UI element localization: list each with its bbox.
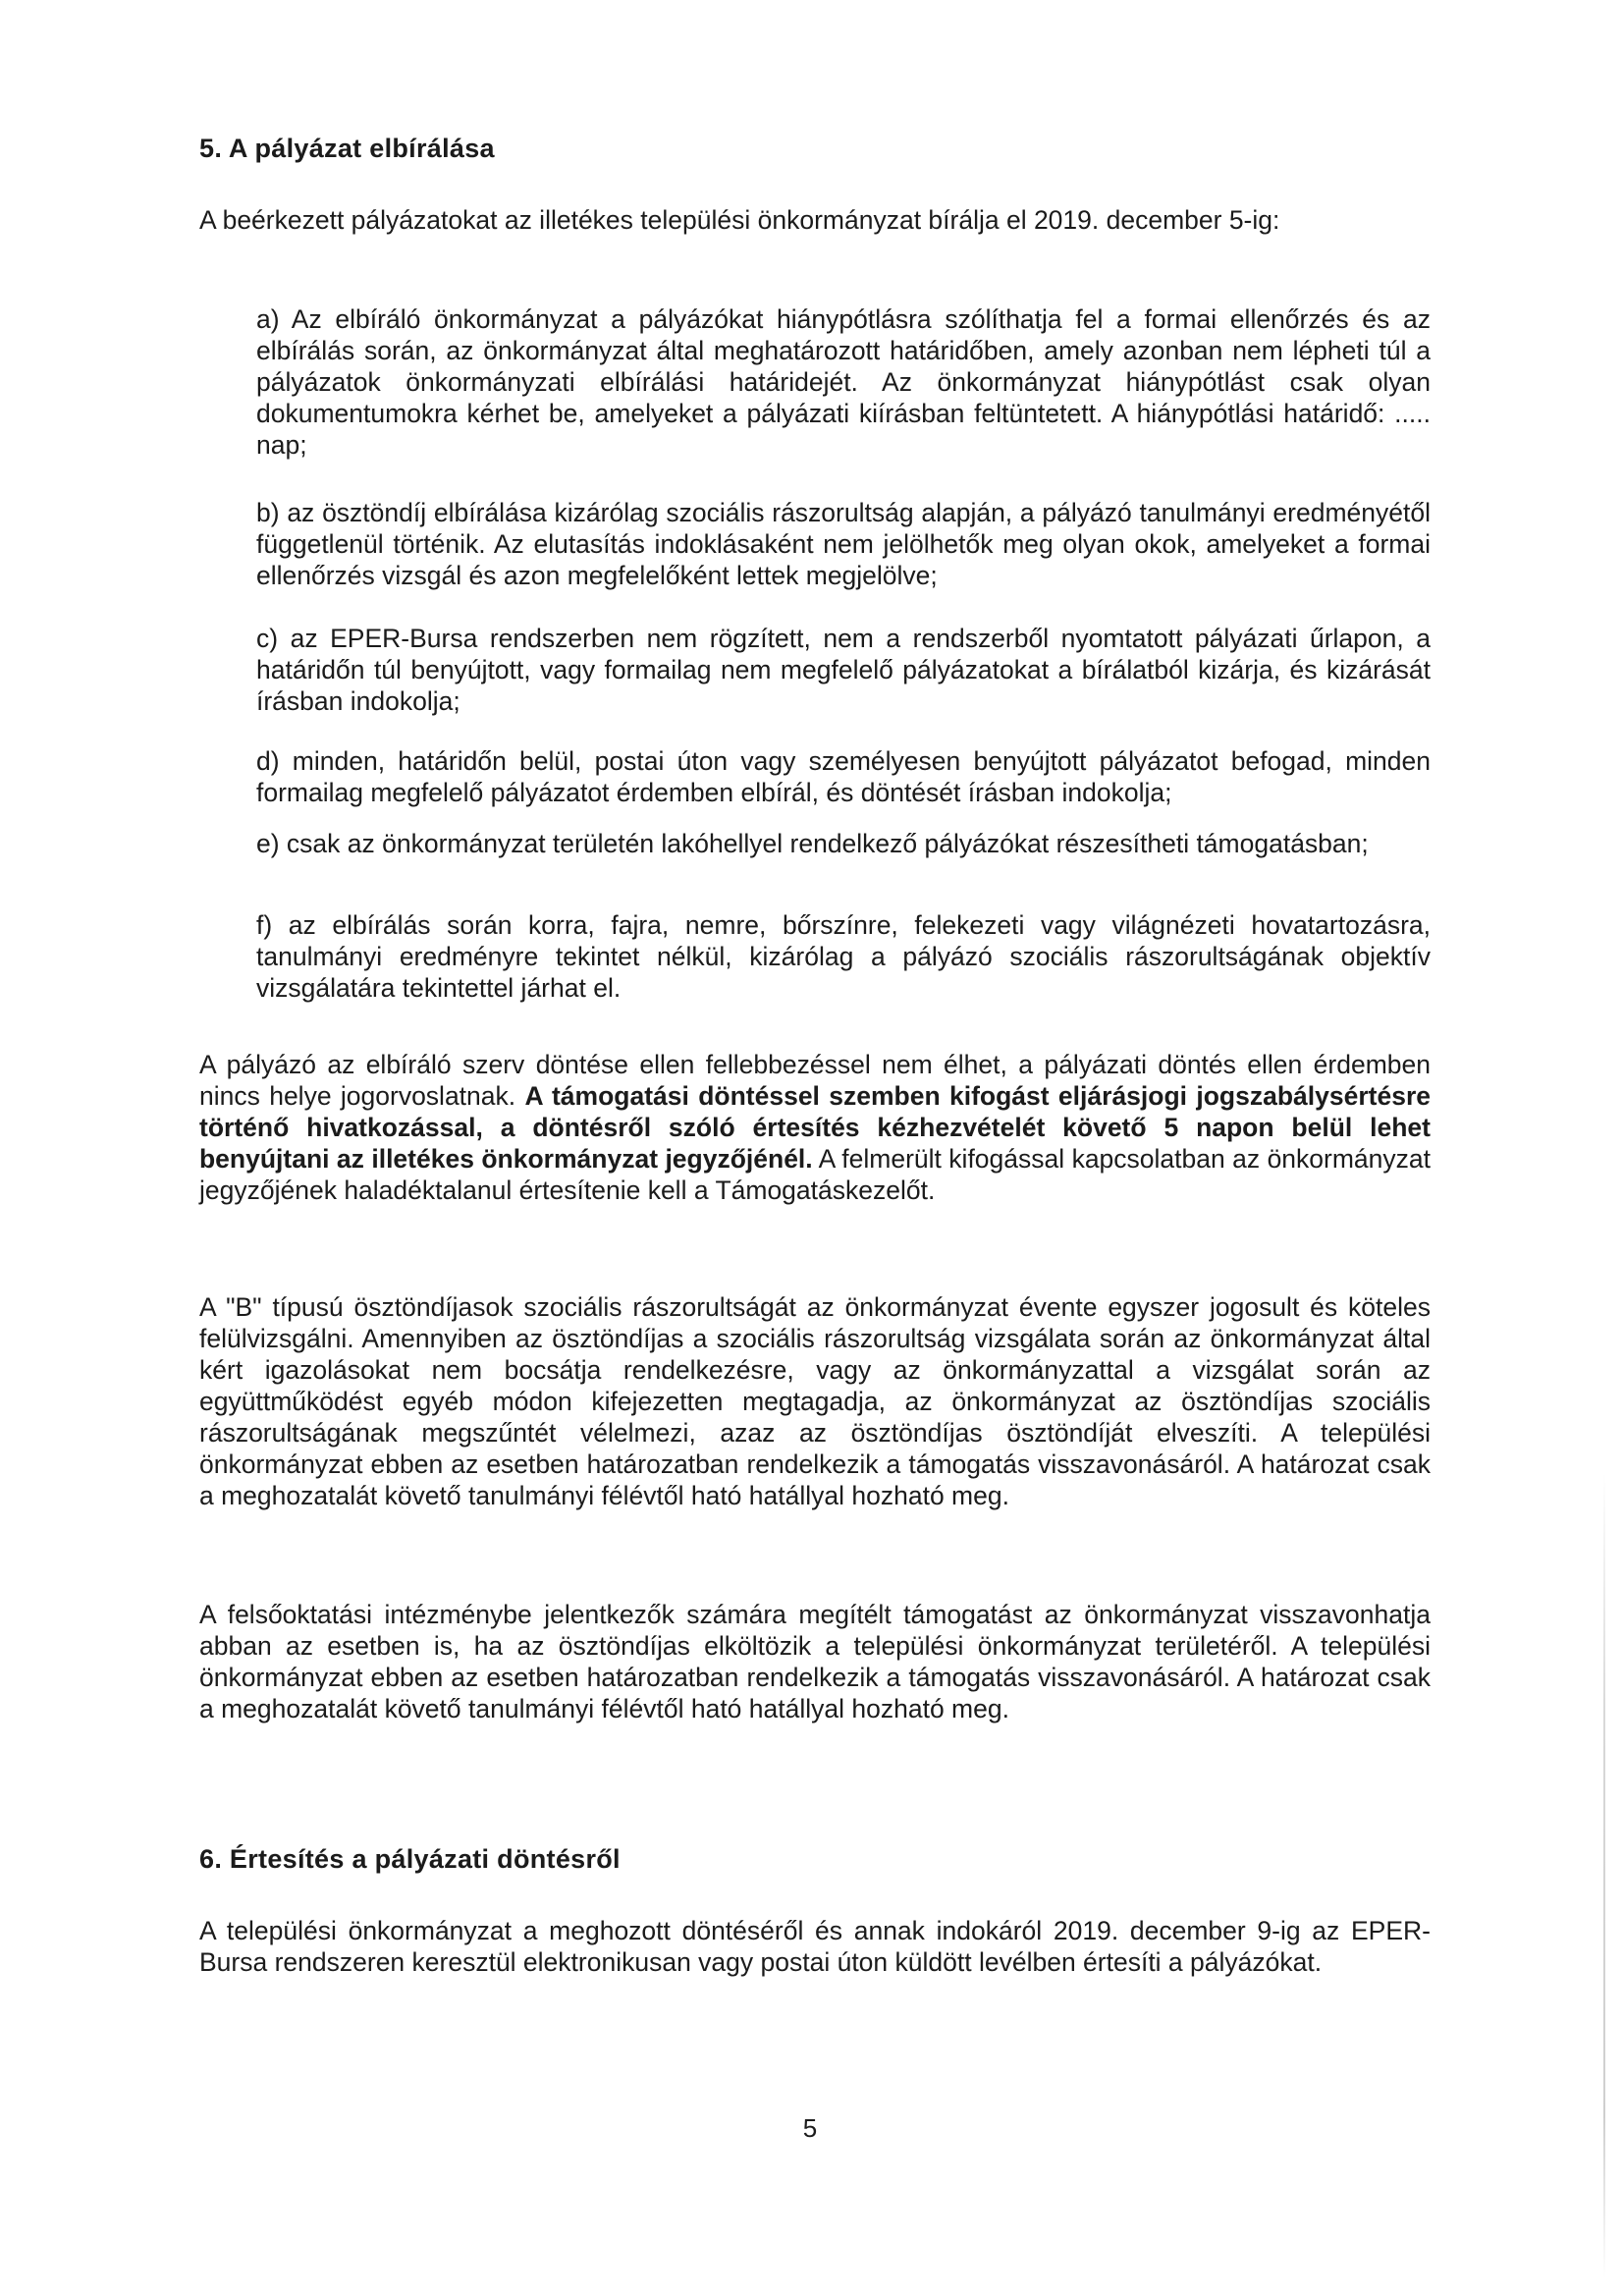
type-b-paragraph: A "B" típusú ösztöndíjasok szociális rászorultságát az önkormányzat évente egyszer jogosult és köteles felülvizsgálni. Amennyiben az ösztöndíjas a szociális rászorultság vizsgálata során az önkormányzat által kért igazolásokat nem bocsátja rendelkezésre, vagy az önkormányzattal a vizsgálat során az együttműködést egyéb módon kifejezetten megtagadja, az önkormányzat az ösztöndíjas szociális rászorultságának megszűntét vélelmezi, azaz az ösztöndíjas ösztöndíját elveszíti. A települési önkormányzat ebben az esetben határozatban rendelkezik a támogatás visszavonásáról. A határozat csak a meghozatalát követő tanulmányi félévtől ható hatállyal hozható meg. [199, 1292, 1431, 1510]
page-number: 5 [802, 2113, 818, 2143]
item-e: e) csak az önkormányzat területén lakóhellyel rendelkező pályázókat részesítheti támogatásban; [256, 829, 1369, 858]
appeal-start-text: A pályázó az elbíráló szerv döntése ellen fellebbezéssel nem élhet, a pályázati döntés ellen érdemben nincs helye jogorvoslatnak. [199, 1050, 1431, 1111]
section-6-body: A települési önkormányzat a meghozott döntéséről és annak indokáról 2019. december 9-ig az EPER-Bursa rendszeren keresztül elektronikusan vagy postai úton küldött levélben értesíti a pályázókat. [199, 1916, 1431, 1977]
section-5-heading: 5. A pályázat elbírálása [199, 134, 495, 163]
scan-edge-shadow [1603, 1473, 1605, 2278]
section-5-intro: A beérkezett pályázatokat az illetékes települési önkormányzat bírálja el 2019. december 5-ig: [199, 205, 1280, 235]
item-d: d) minden, határidőn belül, postai úton vagy személyesen benyújtott pályázatot befogad, minden formailag megfelelő pályázatot érdemben elbírál, és döntését írásban indokolja; [256, 746, 1431, 807]
item-c: c) az EPER-Bursa rendszerben nem rögzített, nem a rendszerből nyomtatott pályázati űrlapon, a határidőn túl benyújtott, vagy formailag nem megfelelő pályázatokat a bírálatból kizárja, és kizárását írásban indokolja; [256, 624, 1431, 716]
item-b: b) az ösztöndíj elbírálása kizárólag szociális rászorultság alapján, a pályázó tanulmányi eredményétől függetlenül történik. Az elutasítás indoklásaként nem jelölhetők meg olyan okok, amelyeket a formai ellenőrzés vizsgál és azon megfelelőként lettek megjelölve; [256, 498, 1431, 590]
higher-ed-paragraph: A felsőoktatási intézménybe jelentkezők számára megítélt támogatást az önkormányzat visszavonhatja abban az esetben is, ha az ösztöndíjas elköltözik a települési önkormányzat területéről. A települési önkormányzat ebben az esetben határozatban rendelkezik a támogatás visszavonásáról. A határozat csak a meghozatalát követő tanulmányi félévtől ható hatállyal hozható meg. [199, 1600, 1431, 1723]
section-6-heading: 6. Értesítés a pályázati döntésről [199, 1844, 621, 1874]
item-a: a) Az elbíráló önkormányzat a pályázókat hiánypótlásra szólíthatja fel a formai ellenőrzés és az elbírálás során, az önkormányzat által meghatározott határidőben, amely azonban nem lépheti túl a pályázatok önkormányzati elbírálási határidejét. Az önkormányzat hiánypótlást csak olyan dokumentumokra kérhet be, amelyeket a pályázati kiírásban feltüntetett. A hiánypótlási határidő: ..... nap; [256, 304, 1431, 460]
appeal-bold-text: A támogatási döntéssel szemben kifogást eljárásjogi jogszabálysértésre történő hivatkozással, a döntésről szóló értesítés kézhezvételét követő 5 napon belül lehet benyújtani az illetékes önkormányzat jegyzőjénél. [199, 1081, 1431, 1174]
item-f: f) az elbírálás során korra, fajra, nemre, bőrszínre, felekezeti vagy világnézeti hovatartozásra, tanulmányi eredményre tekintet nélkül, kizárólag a pályázó szociális rászorultságának objektív vizsgálatára tekintettel járhat el. [256, 910, 1431, 1003]
appeal-end-text: A felmerült kifogással kapcsolatban az önkormányzat jegyzőjének haladéktalanul értesítenie kell a Támogatáskezelőt. [199, 1144, 1432, 1205]
appeal-paragraph [199, 1049, 1431, 1206]
